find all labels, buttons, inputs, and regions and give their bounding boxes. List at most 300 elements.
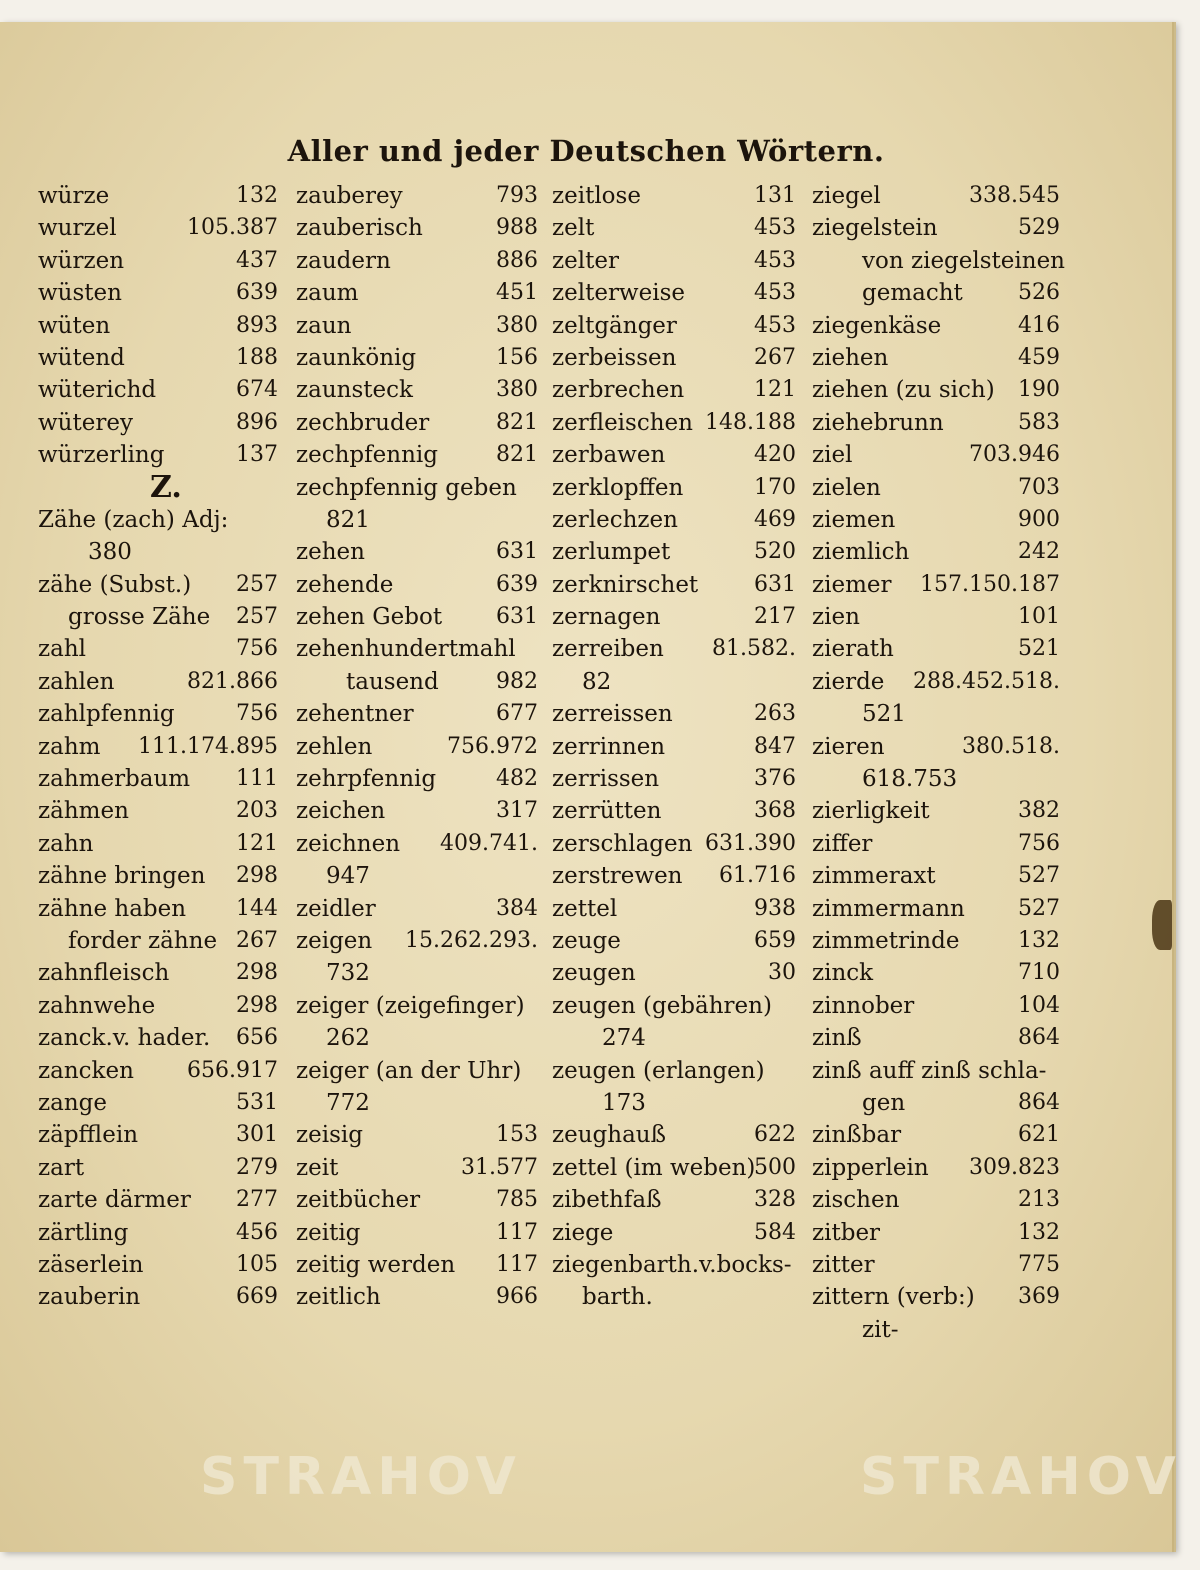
entry-page-numbers: 639 <box>236 280 278 306</box>
entry-word: zauberisch <box>296 215 423 242</box>
entry-word: 82 <box>582 668 612 695</box>
entry-word: zeitig <box>296 1219 361 1246</box>
index-entry <box>552 569 796 601</box>
entry-word: wüterichd <box>38 377 157 404</box>
entry-page-numbers: 821.866 <box>187 668 278 694</box>
entry-word: wüsten <box>38 280 122 307</box>
entry-word: 772 <box>326 1089 370 1116</box>
index-entry <box>38 925 278 957</box>
index-entry <box>38 1217 278 1249</box>
index-entry <box>296 1119 538 1151</box>
entry-word: 262 <box>326 1025 370 1052</box>
entry-word: zaunsteck <box>296 377 413 404</box>
entry-word: zeigen <box>296 927 373 954</box>
index-entry <box>812 569 1060 601</box>
page-stain <box>1152 900 1172 950</box>
index-entry <box>296 536 538 568</box>
entry-word: zettel <box>552 895 618 922</box>
entry-word: 618.753 <box>862 766 958 793</box>
entry-page-numbers: 966 <box>496 1284 538 1310</box>
page-header: Aller und jeder Deutschen Wörtern. <box>287 134 885 168</box>
entry-word: 274 <box>602 1025 646 1052</box>
entry-word: zeuge <box>552 927 621 954</box>
index-entry <box>552 310 796 342</box>
entry-page-numbers: 453 <box>754 215 796 241</box>
entry-word: ziegenkäse <box>812 312 942 339</box>
index-entry <box>296 504 538 536</box>
index-entry <box>38 795 278 827</box>
entry-page-numbers: 132 <box>1018 927 1060 953</box>
entry-page-numbers: 148.188 <box>705 409 796 435</box>
index-entry <box>812 1022 1060 1054</box>
entry-page-numbers: 793 <box>496 183 538 208</box>
entry-page-numbers: 267 <box>754 344 796 370</box>
entry-page-numbers: 380 <box>496 377 538 403</box>
entry-page-numbers: 376 <box>754 766 796 792</box>
entry-page-numbers: 170 <box>754 474 796 500</box>
entry-word: zerlumpet <box>552 539 671 566</box>
entry-page-numbers: 527 <box>1018 895 1060 921</box>
entry-word: zischen <box>812 1187 900 1214</box>
entry-word: zerstrewen <box>552 863 683 890</box>
index-entry <box>38 1055 278 1087</box>
entry-word: 947 <box>326 863 370 890</box>
entry-word: zipperlein <box>812 1154 929 1181</box>
index-entry <box>38 666 278 698</box>
entry-page-numbers: 131 <box>754 183 796 208</box>
index-entry <box>38 893 278 925</box>
entry-page-numbers: 267 <box>236 927 278 953</box>
entry-word: zit- <box>862 1316 899 1343</box>
entry-page-numbers: 756 <box>236 701 278 727</box>
index-entry <box>296 342 538 374</box>
entry-page-numbers: 459 <box>1018 344 1060 370</box>
index-entry <box>296 860 538 892</box>
index-entry <box>812 439 1060 471</box>
entry-page-numbers: 416 <box>1018 312 1060 338</box>
index-entry <box>296 277 538 309</box>
entry-word: zierde <box>812 668 885 695</box>
entry-word: zinnober <box>812 992 915 1019</box>
entry-word: zaun <box>296 312 352 339</box>
index-entry <box>812 212 1060 244</box>
entry-page-numbers: 380.518. <box>962 733 1060 759</box>
entry-page-numbers: 703.946 <box>969 442 1060 468</box>
entry-word: zeit <box>296 1154 339 1181</box>
entry-page-numbers: 864 <box>1018 1025 1060 1051</box>
entry-word: zerrissen <box>552 766 660 793</box>
entry-word: zange <box>38 1089 107 1116</box>
entry-word: tausend <box>346 668 439 695</box>
entry-word: zäserlein <box>38 1251 144 1278</box>
entry-page-numbers: 111.174.895 <box>138 733 278 759</box>
index-entry <box>812 374 1060 406</box>
index-entry <box>552 990 796 1022</box>
index-entry <box>38 439 278 471</box>
entry-word: zanck.v. hader. <box>38 1025 211 1052</box>
index-entry <box>812 180 1060 212</box>
entry-word: zinßbar <box>812 1122 902 1149</box>
entry-word: zehen <box>296 539 365 566</box>
entry-word: zart <box>38 1154 85 1181</box>
entry-word: würze <box>38 183 110 209</box>
index-entry <box>38 763 278 795</box>
entry-word: zelt <box>552 215 595 242</box>
index-entry <box>38 504 278 536</box>
index-entry <box>38 342 278 374</box>
entry-word: zerreiben <box>552 636 664 663</box>
index-entry <box>812 1281 1060 1313</box>
index-entry <box>812 245 1065 277</box>
index-entry <box>296 763 538 795</box>
entry-word: ziemlich <box>812 539 910 566</box>
entry-page-numbers: 81.582. <box>712 636 796 662</box>
entry-page-numbers: 384 <box>496 895 538 921</box>
entry-word: zielen <box>812 474 881 501</box>
entry-page-numbers: 526 <box>1018 280 1060 306</box>
entry-page-numbers: 821 <box>496 442 538 468</box>
entry-page-numbers: 382 <box>1018 798 1060 824</box>
index-entry <box>812 277 1060 309</box>
entry-word: zähmen <box>38 798 129 825</box>
index-entry <box>296 828 538 860</box>
entry-page-numbers: 847 <box>754 733 796 759</box>
entry-word: 173 <box>602 1089 646 1116</box>
entry-word: gen <box>862 1089 906 1116</box>
entry-page-numbers: 656.917 <box>187 1057 278 1083</box>
entry-page-numbers: 328 <box>754 1187 796 1213</box>
entry-word: zerbawen <box>552 442 666 469</box>
entry-page-numbers: 111 <box>236 766 278 792</box>
entry-page-numbers: 756 <box>1018 830 1060 856</box>
entry-word: zimmetrinde <box>812 927 960 954</box>
index-entry <box>552 601 796 633</box>
entry-page-numbers: 309.823 <box>969 1154 1060 1180</box>
entry-page-numbers: 288.452.518. <box>913 668 1060 694</box>
entry-page-numbers: 622 <box>754 1122 796 1148</box>
index-entry <box>38 1087 278 1119</box>
entry-word: zeitig werden <box>296 1251 456 1278</box>
entry-page-numbers: 531 <box>236 1089 278 1115</box>
entry-word: zerschlagen <box>552 830 693 857</box>
entry-word: zitter <box>812 1251 875 1278</box>
entry-page-numbers: 703 <box>1018 474 1060 500</box>
index-entry <box>552 633 796 665</box>
entry-word: 821 <box>326 506 370 533</box>
entry-word: gemacht <box>862 280 963 307</box>
index-entry <box>38 407 278 439</box>
entry-page-numbers: 380 <box>496 312 538 338</box>
entry-word: zeugen <box>552 960 636 987</box>
entry-page-numbers: 453 <box>754 280 796 306</box>
entry-page-numbers: 938 <box>754 895 796 921</box>
entry-page-numbers: 529 <box>1018 215 1060 241</box>
entry-word: wurzel <box>38 215 117 242</box>
entry-word: zerbeissen <box>552 344 677 371</box>
index-entry <box>552 180 796 212</box>
entry-page-numbers: 900 <box>1018 506 1060 532</box>
entry-word: zehentner <box>296 701 414 728</box>
index-column-1 <box>38 180 278 1314</box>
entry-word: zauberey <box>296 183 403 209</box>
entry-page-numbers: 242 <box>1018 539 1060 565</box>
entry-page-numbers: 583 <box>1018 409 1060 435</box>
index-entry <box>812 633 1060 665</box>
entry-page-numbers: 669 <box>236 1284 278 1310</box>
index-entry <box>38 698 278 730</box>
entry-page-numbers: 190 <box>1018 377 1060 403</box>
index-entry <box>296 472 538 504</box>
index-entry <box>552 1119 796 1151</box>
entry-word: zibethfaß <box>552 1187 662 1214</box>
entry-page-numbers: 893 <box>236 312 278 338</box>
entry-word: zeugen (gebähren) <box>552 992 772 1019</box>
entry-word: zitber <box>812 1219 881 1246</box>
index-entry <box>552 666 796 698</box>
entry-word: zierath <box>812 636 894 663</box>
index-entry <box>552 731 796 763</box>
entry-word: zahlen <box>38 668 115 695</box>
entry-page-numbers: 500 <box>754 1154 796 1180</box>
entry-word: zahl <box>38 636 86 663</box>
entry-page-numbers: 521 <box>1018 636 1060 662</box>
entry-page-numbers: 121 <box>754 377 796 403</box>
entry-word: zerlechzen <box>552 506 678 533</box>
entry-page-numbers: 631.390 <box>705 830 796 856</box>
entry-word: zechpfennig <box>296 442 438 469</box>
entry-page-numbers: 132 <box>236 183 278 208</box>
index-entry <box>296 925 538 957</box>
entry-word: zeichen <box>296 798 386 825</box>
index-entry <box>552 342 796 374</box>
entry-page-numbers: 453 <box>754 247 796 273</box>
entry-page-numbers: 257 <box>236 604 278 630</box>
entry-word: ziegenbarth.v.bocks- <box>552 1251 792 1278</box>
index-entry <box>552 472 796 504</box>
entry-page-numbers: 263 <box>754 701 796 727</box>
index-entry <box>812 601 1060 633</box>
entry-word: ziehen (zu sich) <box>812 377 995 404</box>
entry-word: ziemer <box>812 571 892 598</box>
entry-page-numbers: 821 <box>496 409 538 435</box>
entry-page-numbers: 785 <box>496 1187 538 1213</box>
entry-word: grosse Zähe <box>68 604 211 631</box>
entry-word: würzen <box>38 247 125 274</box>
entry-word: 380 <box>88 539 132 566</box>
entry-page-numbers: 710 <box>1018 960 1060 986</box>
index-entry <box>296 795 538 827</box>
index-entry <box>38 860 278 892</box>
entry-word: zeiger (an der Uhr) <box>296 1057 522 1084</box>
index-entry <box>552 536 796 568</box>
index-entry <box>296 1249 538 1281</box>
entry-page-numbers: 279 <box>236 1154 278 1180</box>
entry-page-numbers: 217 <box>754 604 796 630</box>
index-entry <box>296 990 538 1022</box>
index-entry <box>38 212 278 244</box>
entry-page-numbers: 213 <box>1018 1187 1060 1213</box>
entry-word: Z. <box>150 469 182 505</box>
entry-word: zeitbücher <box>296 1187 421 1214</box>
entry-page-numbers: 886 <box>496 247 538 273</box>
index-entry <box>38 536 278 568</box>
index-entry <box>296 601 538 633</box>
entry-page-numbers: 298 <box>236 992 278 1018</box>
index-entry <box>296 1152 538 1184</box>
index-entry <box>38 1152 278 1184</box>
index-entry <box>552 1152 796 1184</box>
entry-page-numbers: 298 <box>236 863 278 889</box>
index-entry <box>812 763 1060 795</box>
entry-page-numbers: 257 <box>236 571 278 597</box>
entry-word: zechpfennig geben <box>296 474 517 501</box>
index-column-3 <box>552 180 796 1314</box>
entry-word: zernagen <box>552 604 661 631</box>
entry-word: 732 <box>326 960 370 987</box>
entry-word: zelter <box>552 247 619 274</box>
entry-word: zehrpfennig <box>296 766 437 793</box>
index-entry <box>812 472 1060 504</box>
entry-page-numbers: 631 <box>496 604 538 630</box>
entry-word: zähne haben <box>38 895 187 922</box>
entry-page-numbers: 775 <box>1018 1251 1060 1277</box>
index-entry <box>296 1055 538 1087</box>
index-entry <box>812 925 1060 957</box>
index-entry <box>812 1055 1060 1087</box>
index-entry <box>38 277 278 309</box>
entry-page-numbers: 639 <box>496 571 538 597</box>
entry-word: zeisig <box>296 1122 363 1149</box>
entry-page-numbers: 420 <box>754 442 796 468</box>
index-entry <box>552 439 796 471</box>
entry-page-numbers: 896 <box>236 409 278 435</box>
index-entry <box>296 666 538 698</box>
index-entry <box>812 860 1060 892</box>
index-entry <box>812 1217 1060 1249</box>
index-entry <box>296 1022 538 1054</box>
entry-word: zimmermann <box>812 895 965 922</box>
index-entry <box>38 1281 278 1313</box>
index-entry <box>296 212 538 244</box>
entry-page-numbers: 31.577 <box>461 1154 538 1180</box>
entry-word: zeltgänger <box>552 312 677 339</box>
entry-word: zahmerbaum <box>38 766 191 793</box>
entry-word: ziehen <box>812 344 889 371</box>
index-entry <box>812 1152 1060 1184</box>
entry-page-numbers: 137 <box>236 442 278 468</box>
index-entry <box>812 1314 1060 1346</box>
entry-page-numbers: 132 <box>1018 1219 1060 1245</box>
entry-word: zehende <box>296 571 394 598</box>
index-entry <box>552 1087 796 1119</box>
entry-word: zaunkönig <box>296 344 417 371</box>
entry-page-numbers: 756.972 <box>447 733 538 759</box>
entry-page-numbers: 61.716 <box>719 863 796 889</box>
entry-word: zeitlose <box>552 183 641 209</box>
index-entry <box>38 569 278 601</box>
entry-word: zeughauß <box>552 1122 666 1149</box>
index-entry <box>38 633 278 665</box>
entry-page-numbers: 153 <box>496 1122 538 1148</box>
index-entry <box>812 1249 1060 1281</box>
index-entry <box>552 1022 796 1054</box>
index-column-2 <box>296 180 538 1314</box>
index-entry <box>38 1119 278 1151</box>
index-entry <box>812 990 1060 1022</box>
entry-page-numbers: 298 <box>236 960 278 986</box>
entry-word: zahm <box>38 733 101 760</box>
entry-page-numbers: 30 <box>768 960 796 986</box>
entry-page-numbers: 520 <box>754 539 796 565</box>
entry-word: zerbrechen <box>552 377 685 404</box>
entry-page-numbers: 527 <box>1018 863 1060 889</box>
entry-word: zähe (Subst.) <box>38 571 192 598</box>
index-entry <box>552 1249 796 1281</box>
index-entry <box>296 1281 538 1313</box>
entry-page-numbers: 631 <box>754 571 796 597</box>
index-entry <box>38 1249 278 1281</box>
entry-word: wüten <box>38 312 111 339</box>
index-entry <box>38 990 278 1022</box>
index-entry <box>812 504 1060 536</box>
entry-page-numbers: 105.387 <box>187 215 278 241</box>
entry-word: ziffer <box>812 830 873 857</box>
entry-page-numbers: 674 <box>236 377 278 403</box>
entry-page-numbers: 105 <box>236 1251 278 1277</box>
index-entry <box>38 957 278 989</box>
entry-word: 521 <box>862 701 906 728</box>
entry-word: zien <box>812 604 860 631</box>
entry-word: würzerling <box>38 442 165 469</box>
index-entry <box>812 1184 1060 1216</box>
index-entry <box>296 957 538 989</box>
index-entry <box>296 731 538 763</box>
index-entry <box>552 245 796 277</box>
entry-page-numbers: 203 <box>236 798 278 824</box>
entry-word: ziehebrunn <box>812 409 944 436</box>
index-entry <box>38 469 278 505</box>
entry-word: zelterweise <box>552 280 686 307</box>
entry-word: zärtling <box>38 1219 129 1246</box>
entry-page-numbers: 437 <box>236 247 278 273</box>
entry-word: zahnfleisch <box>38 960 170 987</box>
entry-word: ziemen <box>812 506 896 533</box>
index-entry <box>812 666 1060 698</box>
entry-page-numbers: 677 <box>496 701 538 727</box>
index-entry <box>38 1022 278 1054</box>
index-entry <box>552 504 796 536</box>
entry-page-numbers: 656 <box>236 1025 278 1051</box>
entry-word: ziel <box>812 442 853 469</box>
entry-word: zerrinnen <box>552 733 666 760</box>
index-entry <box>296 569 538 601</box>
entry-word: zeitlich <box>296 1284 381 1311</box>
entry-word: zerklopffen <box>552 474 684 501</box>
entry-page-numbers: 453 <box>754 312 796 338</box>
index-entry <box>296 698 538 730</box>
index-entry <box>296 1087 538 1119</box>
entry-page-numbers: 369 <box>1018 1284 1060 1310</box>
entry-page-numbers: 156 <box>496 344 538 370</box>
entry-word: zaudern <box>296 247 391 274</box>
entry-word: barth. <box>582 1284 653 1311</box>
entry-page-numbers: 631 <box>496 539 538 565</box>
entry-word: Zähe (zach) Adj: <box>38 506 229 533</box>
entry-word: zehlen <box>296 733 373 760</box>
entry-page-numbers: 301 <box>236 1122 278 1148</box>
entry-word: zarte därmer <box>38 1187 191 1214</box>
entry-page-numbers: 659 <box>754 927 796 953</box>
